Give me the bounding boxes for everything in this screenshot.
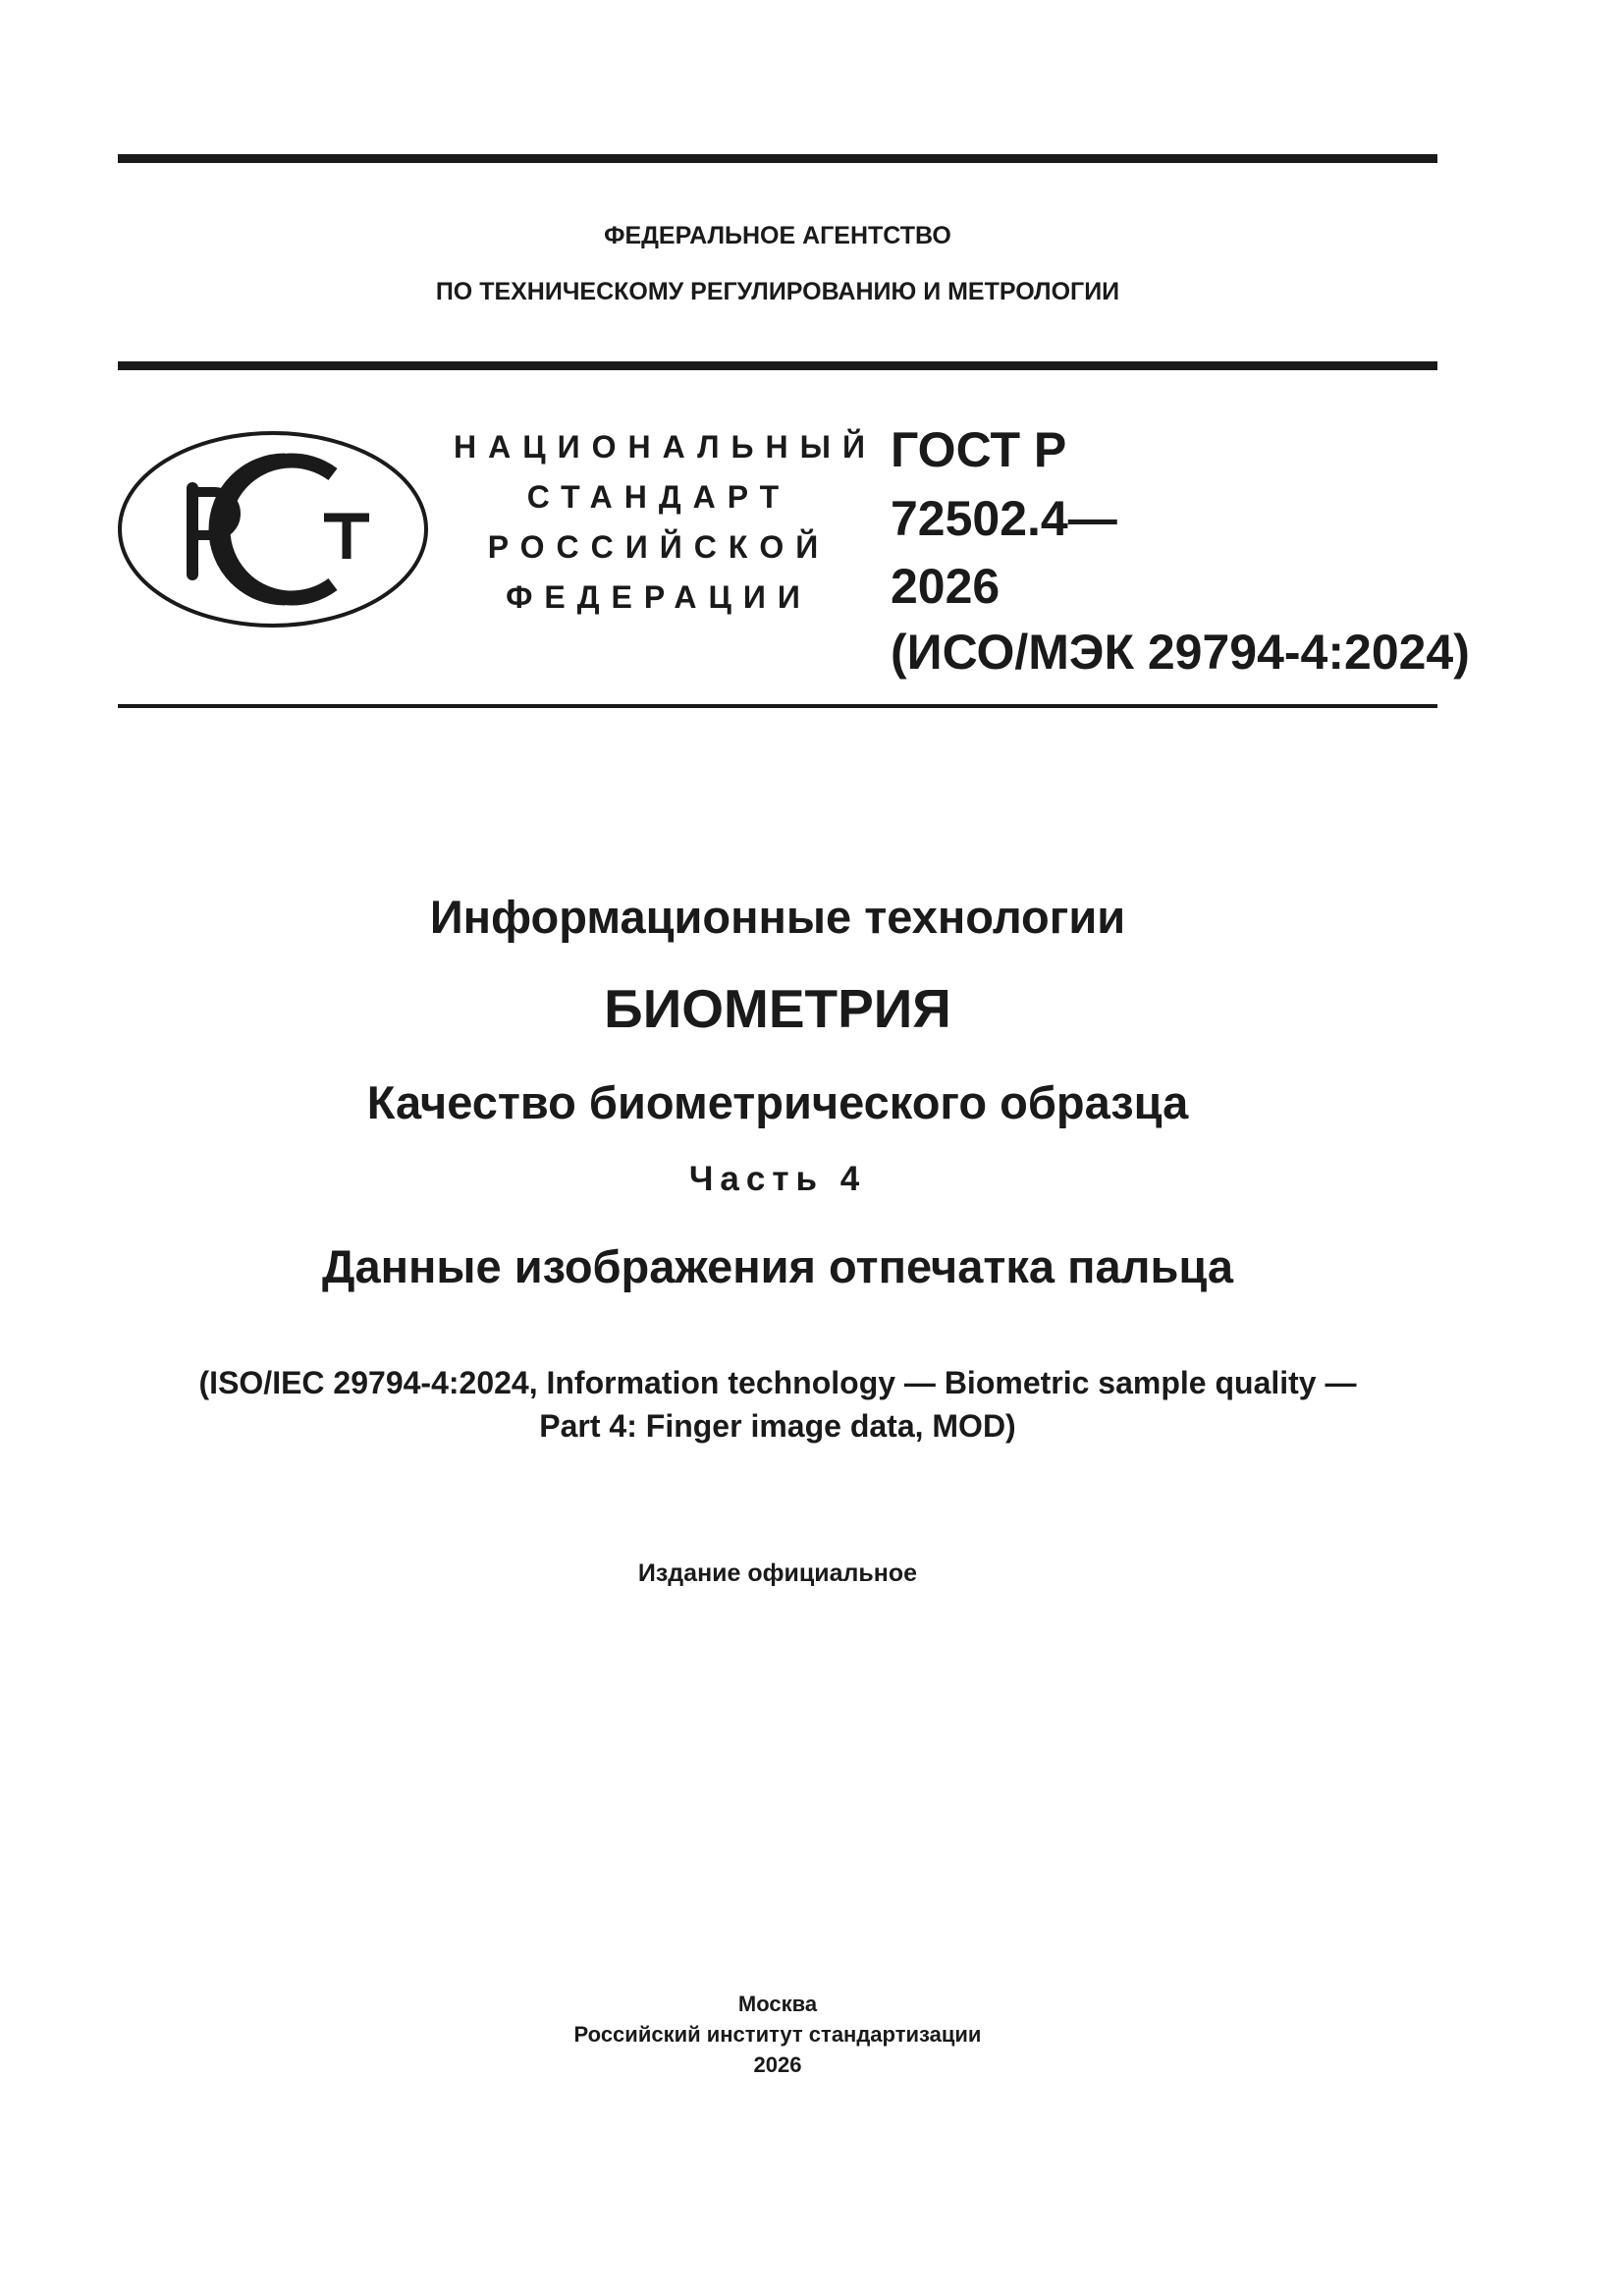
title-field: Информационные технологии xyxy=(429,891,1126,943)
standard-designation-line-3: 2026 xyxy=(891,559,1001,614)
bottom-rule xyxy=(118,704,1437,708)
standard-designation-line-1: ГОСТ Р xyxy=(891,422,1067,477)
publication-year: 2026 xyxy=(753,2052,802,2077)
national-standard-line-4: ФЕДЕРАЦИИ xyxy=(506,579,812,615)
national-standard-line-3: РОССИЙСКОЙ xyxy=(487,529,831,565)
middle-rule xyxy=(118,361,1437,370)
national-standard-line-1: НАЦИОНАЛЬНЫЙ xyxy=(454,429,877,465)
agency-name-line-2: ПО ТЕХНИЧЕСКОМУ РЕГУЛИРОВАНИЮ И МЕТРОЛОГИИ xyxy=(435,278,1120,305)
title-part-number: Часть 4 xyxy=(688,1160,867,1198)
international-reference-line-1: (ISO/IEC 29794-4:2024, Information technology — Biometric sample quality — xyxy=(198,1365,1357,1400)
rst-certification-mark-icon xyxy=(116,429,430,629)
edition-label: Издание официальное xyxy=(637,1559,918,1587)
top-rule xyxy=(118,154,1437,163)
publisher-name: Российский институт стандартизации xyxy=(573,2022,982,2047)
title-subtitle: Качество биометрического образца xyxy=(366,1076,1189,1128)
title-part-name: Данные изображения отпечатка пальца xyxy=(322,1240,1233,1292)
publication-city: Москва xyxy=(737,1992,818,2016)
title-main: БИОМЕТРИЯ xyxy=(604,978,951,1039)
international-reference-line-2: Part 4: Finger image data, MOD) xyxy=(539,1408,1016,1444)
national-standard-line-2: СТАНДАРТ xyxy=(526,479,791,515)
standard-designation-line-2: 72502.4— xyxy=(891,491,1117,546)
agency-name-line-1: ФЕДЕРАЛЬНОЕ АГЕНТСТВО xyxy=(604,222,951,249)
standard-designation-line-4: (ИСО/МЭК 29794-4:2024) xyxy=(891,625,1470,680)
